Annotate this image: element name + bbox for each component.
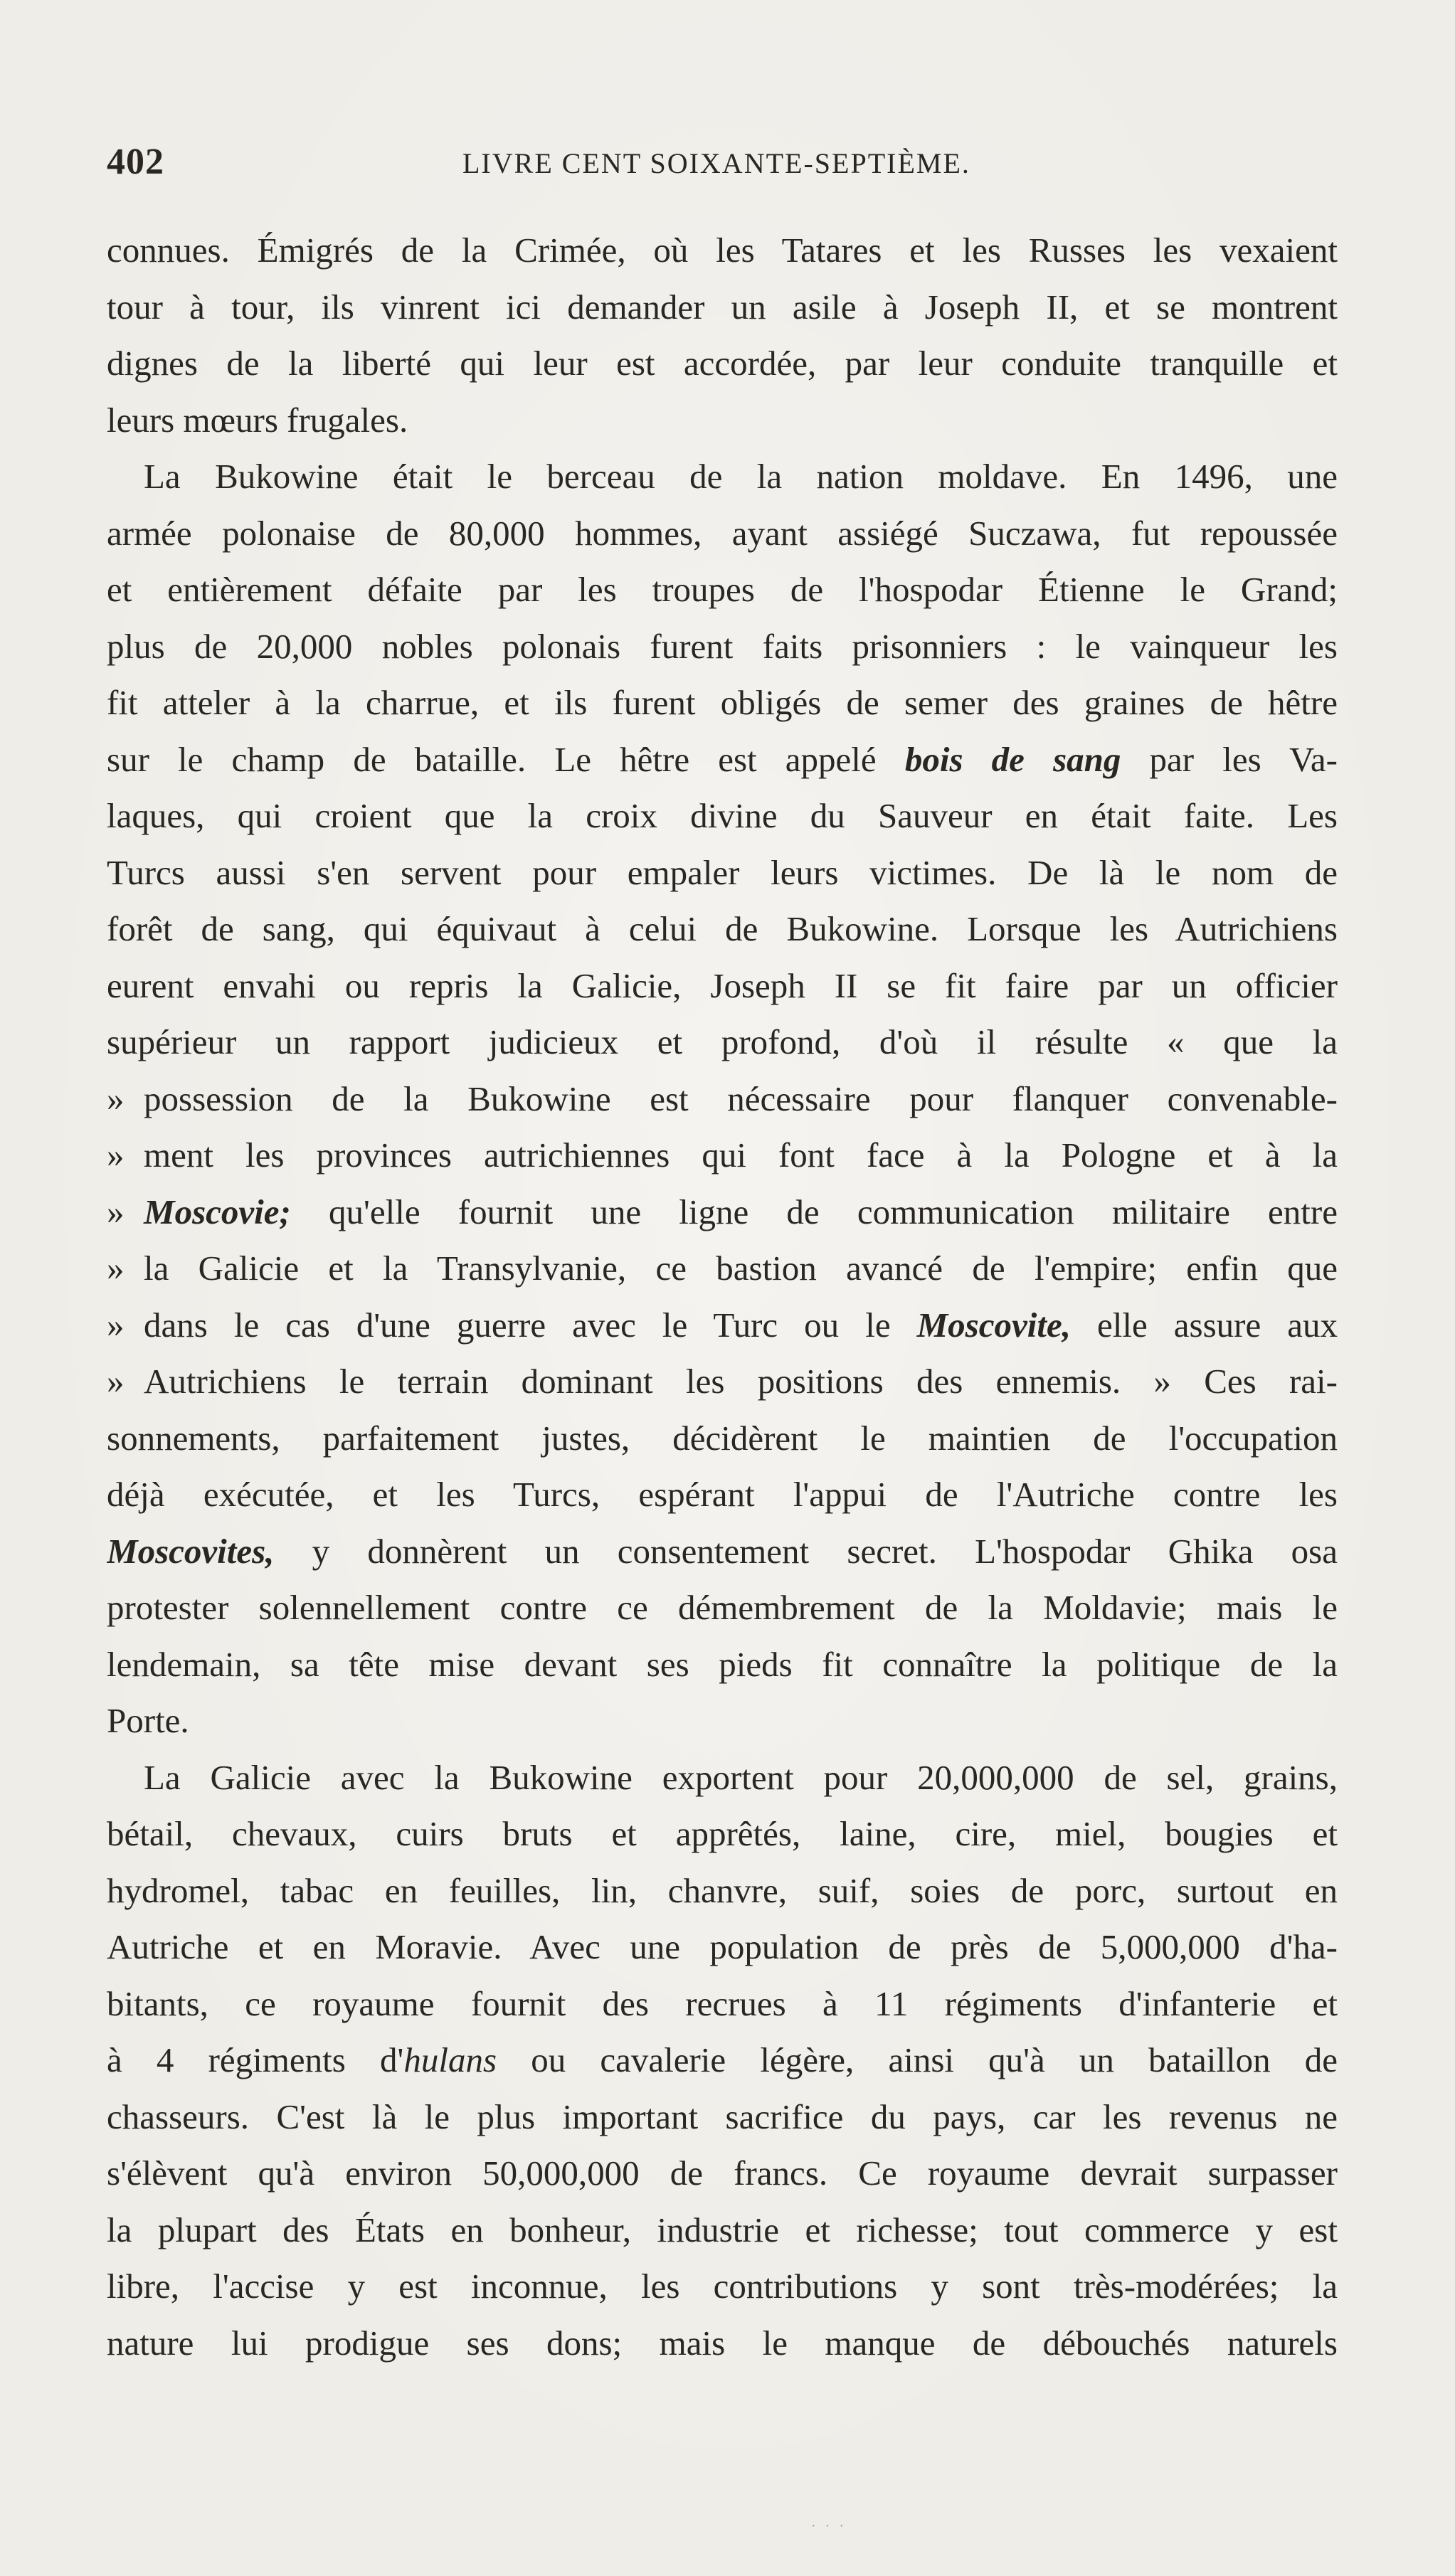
- emphasis-text: hulans: [403, 2040, 497, 2079]
- text-line: Porte.: [107, 1701, 189, 1740]
- text-line: tour à tour, ils vinrent ici demander un asile à Joseph II, et se montrent: [107, 287, 1338, 327]
- text-line: la plupart des États en bonheur, industrie et richesse; tout commerce y est: [107, 2210, 1338, 2249]
- emphasis-text: Moscovites,: [107, 1531, 275, 1571]
- quote-mark: »: [107, 1135, 125, 1175]
- quote-mark: »: [107, 1249, 125, 1288]
- text-line: protester solennellement contre ce démembrement de la Moldavie; mais le: [107, 1588, 1338, 1627]
- quoted-line: » Moscovie; qu'elle fournit une ligne de communication militaire entre: [107, 1184, 1338, 1241]
- text-line: hydromel, tabac en feuilles, lin, chanvre, suif, soies de porc, surtout en: [107, 1870, 1338, 1910]
- text-line: nature lui prodigue ses dons; mais le manque de débouchés naturels: [107, 2323, 1338, 2363]
- emphasis-text: Moscovite,: [916, 1305, 1071, 1345]
- text-line: bétail, chevaux, cuirs bruts et apprêtés, laine, cire, miel, bougies et: [107, 1814, 1338, 1853]
- text-line: connues. Émigrés de la Crimée, où les Tatares et les Russes les vexaient: [107, 230, 1338, 270]
- page-number: 402: [107, 142, 164, 182]
- quoted-line: » dans le cas d'une guerre avec le Turc ou le Moscovite, elle assure aux: [107, 1297, 1338, 1354]
- text-line: laques, qui croient que la croix divine du Sauveur en était faite. Les: [107, 796, 1338, 835]
- text-line: chasseurs. C'est là le plus important sacrifice du pays, car les revenus ne: [107, 2097, 1338, 2136]
- text-line: libre, l'accise y est inconnue, les contributions y sont très-modérées; la: [107, 2267, 1338, 2306]
- text-line: s'élèvent qu'à environ 50,000,000 de francs. Ce royaume devrait surpasser: [107, 2153, 1338, 2193]
- running-head: [107, 141, 1455, 191]
- running-title: LIVRE CENT SOIXANTE-SEPTIÈME.: [462, 147, 970, 179]
- text-line: plus de 20,000 nobles polonais furent faits prisonniers : le vainqueur les: [107, 626, 1338, 666]
- quote-mark: »: [107, 1078, 125, 1118]
- text-line: à 4 régiments d'hulans ou cavalerie légère, ainsi qu'à un bataillon de: [107, 2040, 1338, 2079]
- text-line: et entièrement défaite par les troupes de l'hospodar Étienne le Grand;: [107, 570, 1338, 609]
- text-line: Autriche et en Moravie. Avec une population de près de 5,000,000 d'ha-: [107, 1927, 1338, 1966]
- paragraph-start-line: La Bukowine était le berceau de la nation moldave. En 1496, une: [144, 457, 1338, 496]
- text-line: eurent envahi ou repris la Galicie, Joseph II se fit faire par un officier: [107, 965, 1338, 1005]
- paragraph-start-line: La Galicie avec la Bukowine exportent pour 20,000,000 de sel, grains,: [144, 1757, 1338, 1797]
- quoted-line: » ment les provinces autrichiennes qui font face à la Pologne et à la: [107, 1127, 1338, 1184]
- text-line: sonnements, parfaitement justes, décidèrent le maintien de l'occupation: [107, 1418, 1338, 1458]
- quoted-line: » possession de la Bukowine est nécessaire pour flanquer convenable-: [107, 1071, 1338, 1128]
- text-line: bitants, ce royaume fournit des recrues à 11 régiments d'infanterie et: [107, 1983, 1338, 2023]
- quote-mark: »: [107, 1192, 125, 1231]
- text-line: leurs mœurs frugales.: [107, 400, 408, 440]
- text-line: Moscovites, y donnèrent un consentement secret. L'hospodar Ghika osa: [107, 1531, 1338, 1571]
- quote-mark: »: [107, 1362, 125, 1401]
- text-line: déjà exécutée, et les Turcs, espérant l'appui de l'Autriche contre les: [107, 1475, 1338, 1514]
- emphasis-text: Moscovie;: [144, 1192, 291, 1231]
- text-line: sur le champ de bataille. Le hêtre est appelé bois de sang par les Va-: [107, 739, 1338, 779]
- body-text: [107, 222, 1338, 2371]
- emphasis-text: bois de sang: [904, 739, 1121, 779]
- text-line: lendemain, sa tête mise devant ses pieds fit connaître la politique de la: [107, 1644, 1338, 1684]
- quoted-line: » Autrichiens le terrain dominant les positions des ennemis. » Ces rai-: [107, 1353, 1338, 1410]
- text-line: fit atteler à la charrue, et ils furent obligés de semer des graines de hêtre: [107, 683, 1338, 722]
- text-line: armée polonaise de 80,000 hommes, ayant assiégé Suczawa, fut repoussée: [107, 513, 1338, 553]
- text-line: supérieur un rapport judicieux et profond, d'où il résulte « que la: [107, 1022, 1338, 1061]
- quote-mark: »: [107, 1305, 125, 1345]
- print-speck-decoration: · · ·: [811, 2518, 847, 2534]
- text-line: forêt de sang, qui équivaut à celui de Bukowine. Lorsque les Autrichiens: [107, 909, 1338, 948]
- text-line: Turcs aussi s'en servent pour empaler leurs victimes. De là le nom de: [107, 852, 1338, 892]
- quoted-line: » la Galicie et la Transylvanie, ce bastion avancé de l'empire; enfin que: [107, 1240, 1338, 1297]
- text-line: dignes de la liberté qui leur est accordée, par leur conduite tranquille et: [107, 344, 1338, 383]
